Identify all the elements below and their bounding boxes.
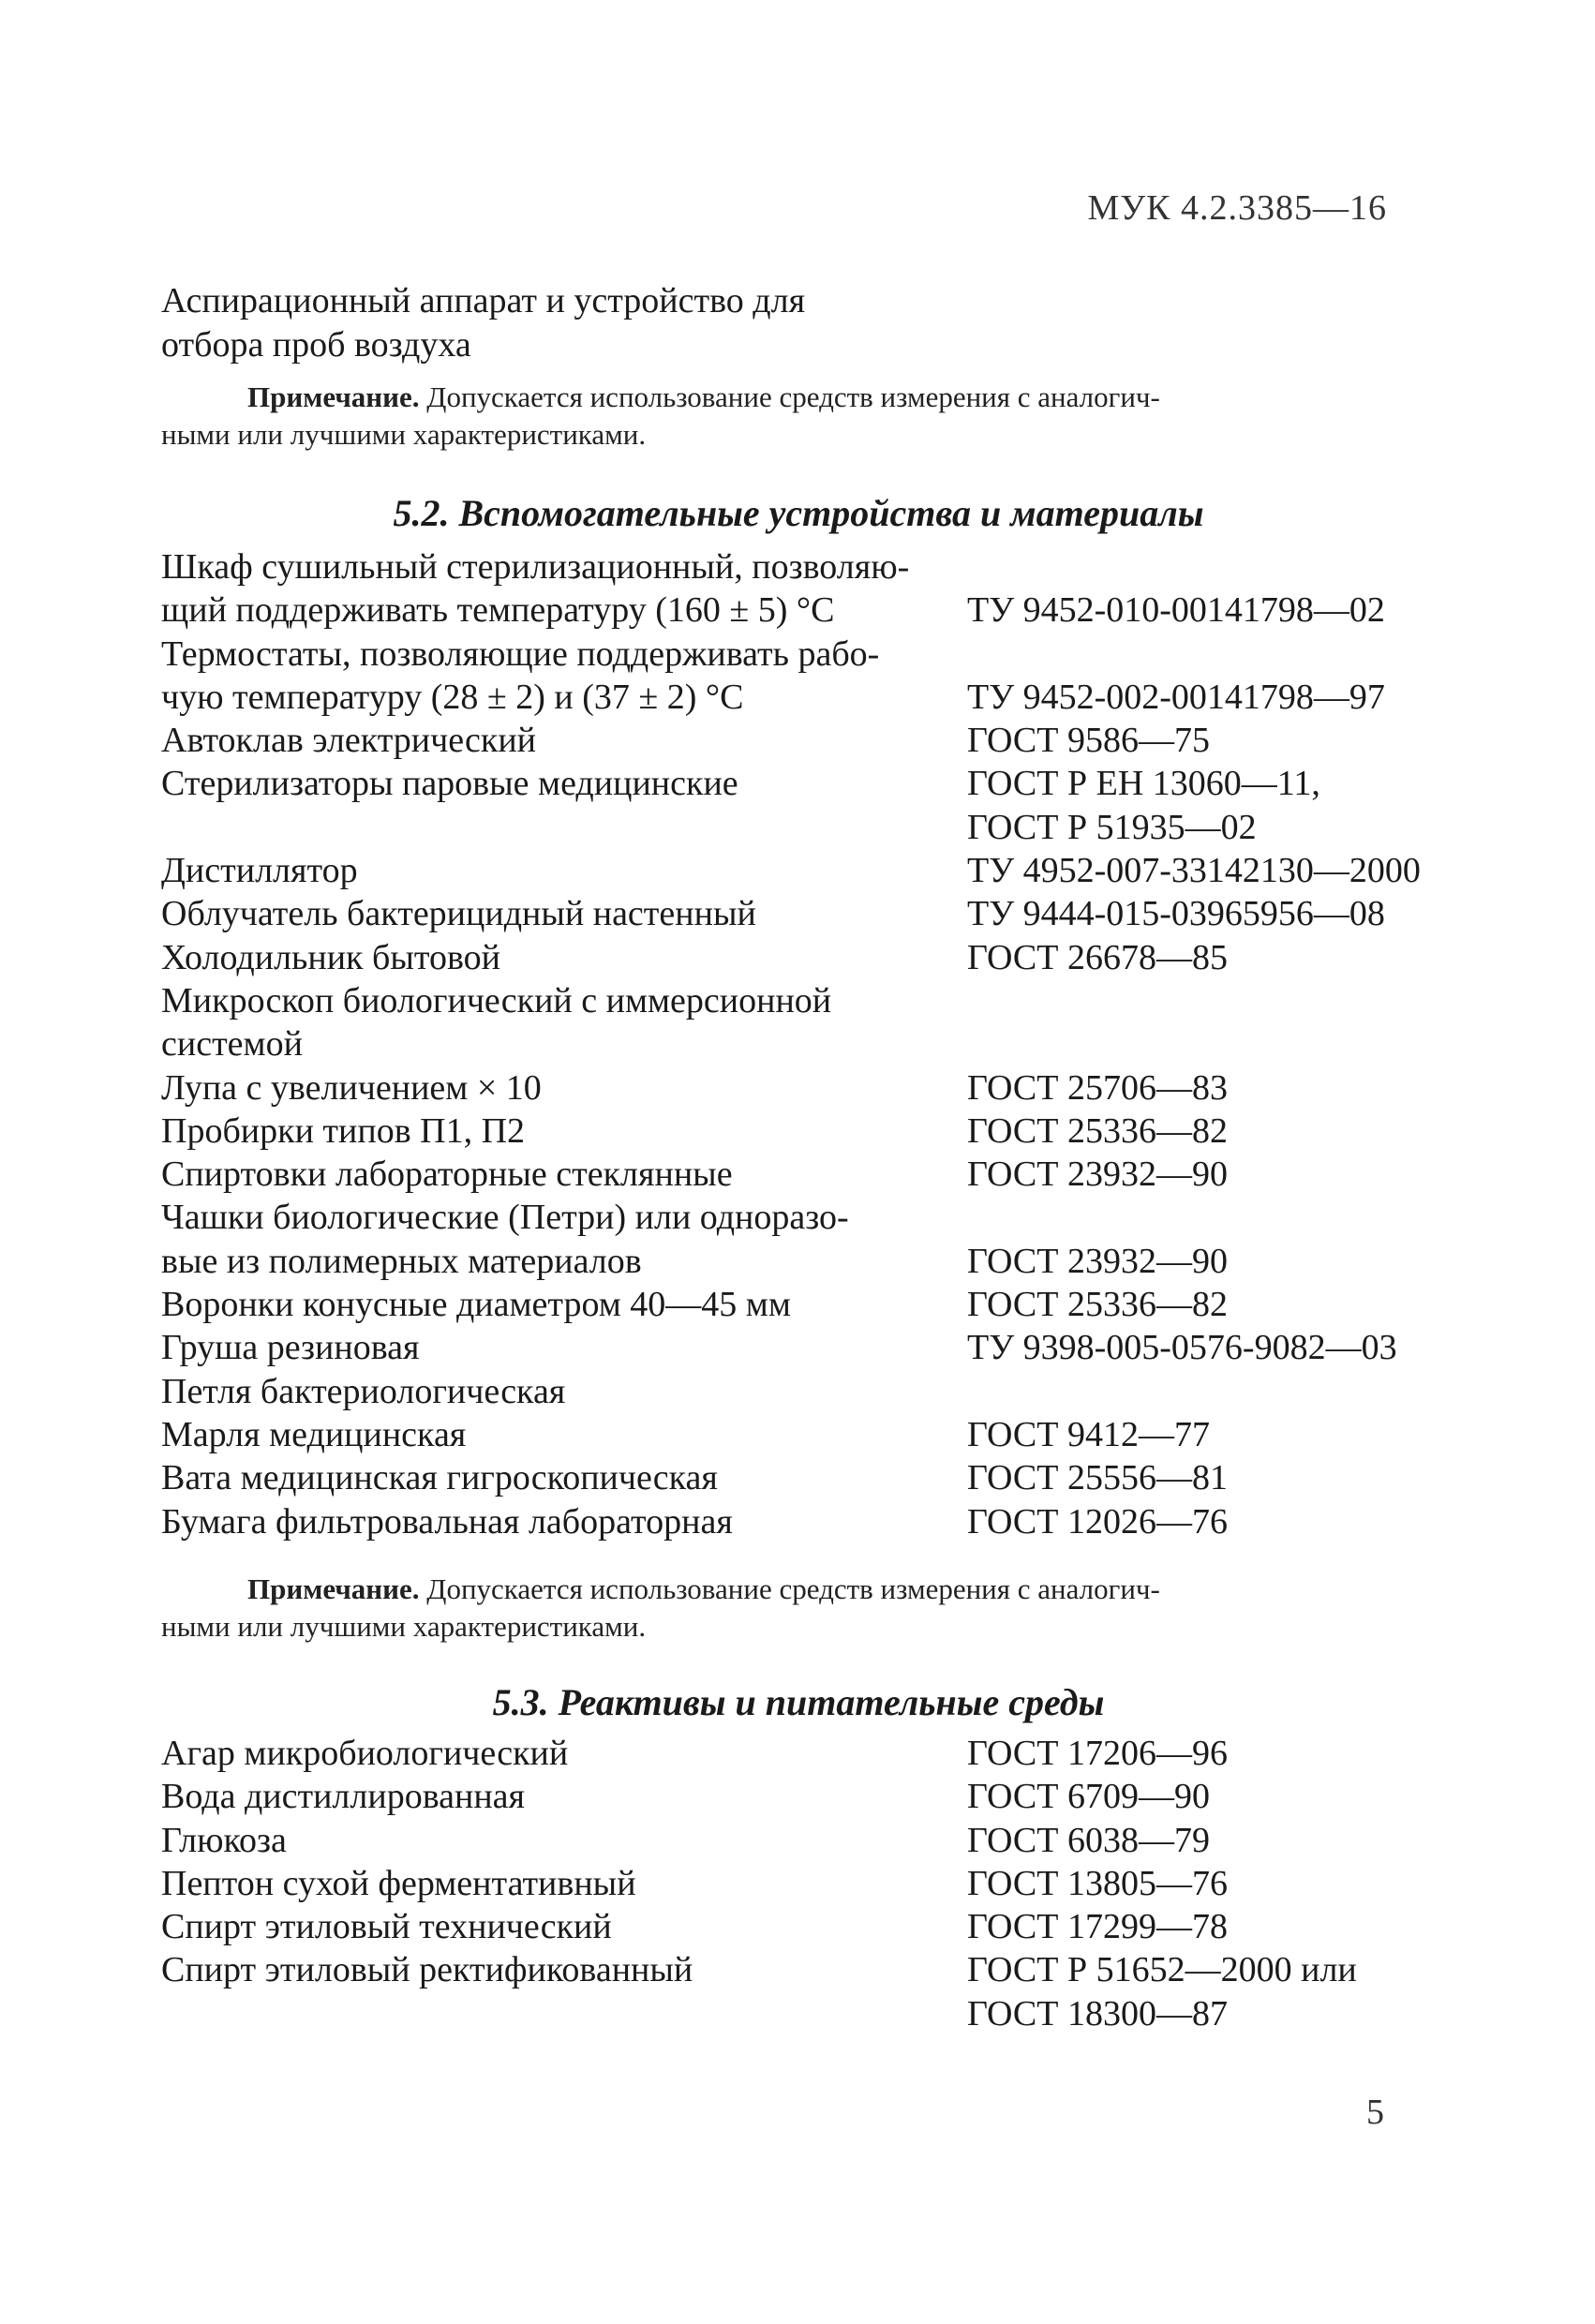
item-standard: ГОСТ 12026—76 — [967, 1501, 1228, 1542]
list-item — [161, 892, 1436, 935]
list-item — [161, 1732, 1436, 1775]
item-name: Пептон сухой ферментативный — [161, 1863, 636, 1903]
list-item — [161, 1905, 1436, 1948]
document-code: МУК 4.2.3385—16 — [1087, 188, 1387, 228]
item-standard: ГОСТ 26678—85 — [967, 937, 1228, 977]
item-name: щий поддерживать температуру (160 ± 5) °С — [161, 590, 835, 631]
note-label: Примечание. — [247, 380, 420, 413]
section-5-2-heading: 5.2. Вспомогательные устройства и материалы — [393, 492, 1204, 534]
item-standard: ТУ 9398-005-0576-9082—03 — [967, 1328, 1397, 1368]
item-standard: ГОСТ 6038—79 — [967, 1820, 1210, 1860]
list-item — [161, 1283, 1436, 1326]
section-5-2-heading-wrap — [161, 490, 1436, 537]
item-name — [161, 1992, 967, 2035]
item-standard: ГОСТ 17206—96 — [967, 1734, 1228, 1773]
section-5-2-list — [161, 545, 1436, 1543]
list-item — [161, 1110, 1436, 1153]
item-standard: ГОСТ 25336—82 — [967, 1285, 1228, 1325]
intro-line: отбора проб воздуха — [161, 325, 471, 365]
item-name: Облучатель бактерицидный настенный — [161, 894, 756, 934]
list-item — [161, 719, 1436, 762]
item-name: чую температуру (28 ± 2) и (37 ± 2) °С — [161, 677, 744, 717]
list-item — [161, 1066, 1436, 1110]
list-item — [161, 979, 1436, 1022]
item-standard: ГОСТ 23932—90 — [967, 1155, 1228, 1195]
item-standard: ГОСТ 18300—87 — [967, 1993, 1228, 2034]
list-item — [161, 588, 1436, 632]
item-name: Марля медицинская — [161, 1414, 467, 1454]
section-5-3-heading: 5.3. Реактивы и питательные среды — [492, 1681, 1105, 1723]
item-standard: ГОСТ Р 51935—02 — [967, 807, 1257, 847]
list-item — [161, 1500, 1436, 1543]
item-standard: ГОСТ 25336—82 — [967, 1110, 1228, 1151]
item-name: Шкаф сушильный стерилизационный, позволяю- — [161, 547, 910, 587]
list-item — [161, 849, 1436, 892]
item-name: Вата медицинская гигроскопическая — [161, 1458, 718, 1498]
note-text: Допускается использование средств измерения с аналогич- — [426, 380, 1160, 413]
item-name: Воронки конусные диаметром 40—45 мм — [161, 1285, 791, 1325]
list-item — [161, 545, 1436, 588]
item-name: Вода дистиллированная — [161, 1777, 526, 1817]
item-standard: ТУ 9444-015-03965956—08 — [967, 894, 1385, 934]
list-item — [161, 1326, 1436, 1369]
list-item — [161, 762, 1436, 805]
item-name: Пробирки типов П1, П2 — [161, 1110, 526, 1151]
list-item — [161, 676, 1436, 719]
item-name: Спиртовки лабораторные стеклянные — [161, 1155, 733, 1195]
item-name: Агар микробиологический — [161, 1734, 569, 1773]
item-name: Лупа с увеличением × 10 — [161, 1067, 542, 1108]
list-item — [161, 1948, 1436, 1991]
item-standard: ГОСТ 17299—78 — [967, 1907, 1228, 1947]
item-name: Микроскоп биологический с иммерсионной — [161, 980, 832, 1020]
intro-text — [161, 279, 1436, 367]
item-name: Бумага фильтровальная лабораторная — [161, 1501, 733, 1542]
intro-line: Аспирационный аппарат и устройство для — [161, 281, 806, 320]
list-item — [161, 1456, 1436, 1499]
note-text-cont: ными или лучшими характеристиками. — [161, 1610, 647, 1643]
item-standard: ТУ 9452-002-00141798—97 — [967, 677, 1385, 717]
list-item — [161, 1413, 1436, 1456]
note-text-cont: ными или лучшими характеристиками. — [161, 418, 647, 451]
list-item — [161, 1775, 1436, 1818]
item-name: Глюкоза — [161, 1820, 287, 1860]
page-number: 5 — [1366, 2093, 1384, 2132]
item-name: Дистиллятор — [161, 851, 358, 891]
item-name: Чашки биологические (Петри) или одноразо- — [161, 1198, 849, 1238]
list-item — [161, 1240, 1436, 1283]
list-item — [161, 1153, 1436, 1196]
list-item — [161, 1022, 1436, 1065]
note-text: Допускается использование средств измерения с аналогич- — [426, 1572, 1160, 1605]
list-item — [161, 1819, 1436, 1862]
item-standard: ГОСТ 13805—76 — [967, 1863, 1228, 1903]
item-standard: ТУ 9452-010-00141798—02 — [967, 590, 1385, 631]
item-name: Автоклав электрический — [161, 721, 537, 761]
list-item — [161, 936, 1436, 979]
section-5-3-heading-wrap — [161, 1679, 1436, 1726]
item-standard: ГОСТ Р ЕН 13060—11, — [967, 764, 1320, 804]
item-name: вые из полимерных материалов — [161, 1241, 642, 1281]
list-item — [161, 1992, 1436, 2035]
item-name: Стерилизаторы паровые медицинские — [161, 764, 738, 804]
item-name: системой — [161, 1024, 303, 1065]
item-name — [161, 806, 967, 849]
section-5-3-list — [161, 1732, 1436, 2035]
item-standard: ГОСТ 25556—81 — [967, 1458, 1228, 1498]
item-name: Термостаты, позволяющие поддерживать рабо- — [161, 633, 880, 674]
item-standard: ГОСТ 23932—90 — [967, 1241, 1228, 1281]
note-label: Примечание. — [247, 1572, 420, 1605]
list-item — [161, 806, 1436, 849]
item-name: Груша резиновая — [161, 1328, 420, 1368]
list-item — [161, 1862, 1436, 1905]
list-item — [161, 1196, 1436, 1239]
note-1 — [161, 379, 1436, 454]
item-standard: ГОСТ 25706—83 — [967, 1067, 1228, 1108]
item-name: Спирт этиловый технический — [161, 1907, 612, 1947]
item-standard: ГОСТ Р 51652—2000 или — [967, 1950, 1357, 1990]
item-standard: ГОСТ 9412—77 — [967, 1414, 1210, 1454]
item-name: Спирт этиловый ректификованный — [161, 1950, 693, 1990]
list-item — [161, 633, 1436, 676]
list-item — [161, 1370, 1436, 1413]
item-name: Холодильник бытовой — [161, 937, 501, 977]
item-standard: ТУ 4952-007-33142130—2000 — [967, 851, 1421, 891]
item-standard: ГОСТ 9586—75 — [967, 721, 1210, 761]
note-2 — [161, 1571, 1436, 1646]
item-standard: ГОСТ 6709—90 — [967, 1777, 1210, 1817]
item-name: Петля бактериологическая — [161, 1371, 566, 1411]
